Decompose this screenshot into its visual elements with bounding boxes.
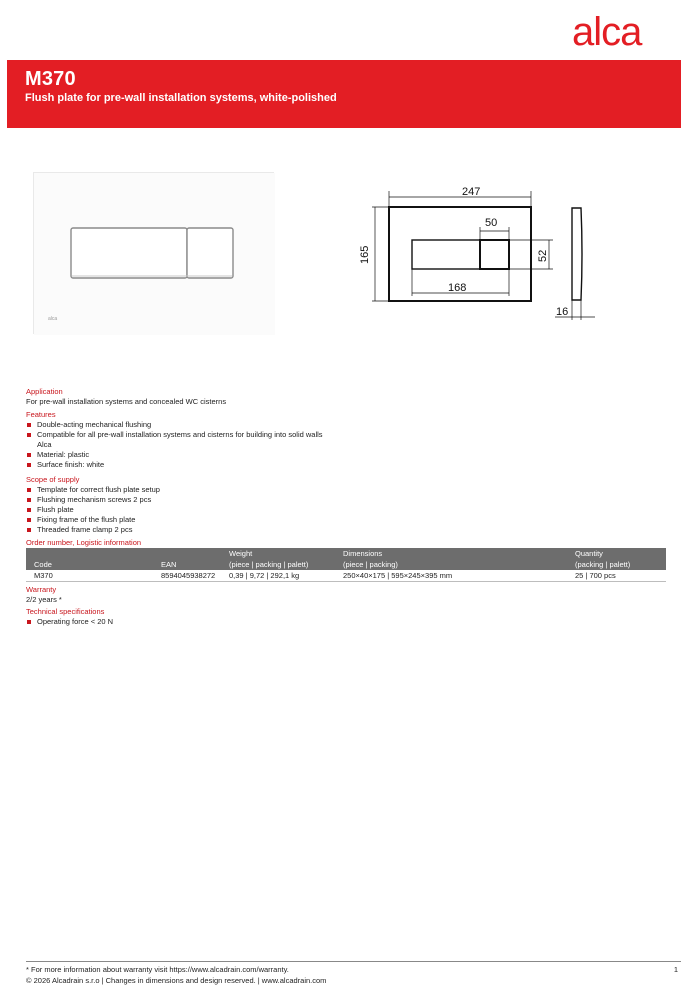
col-ean: EAN (161, 560, 177, 569)
list-item: Flush plate (26, 505, 666, 515)
bullet-icon (27, 498, 31, 502)
dim-small-button: 50 (485, 217, 498, 229)
col-weight: Weight (229, 549, 253, 558)
technical-drawing (350, 172, 610, 322)
product-photo (33, 172, 274, 334)
application-section (26, 387, 666, 407)
dim-button-length: 168 (448, 282, 467, 294)
bullet-icon (27, 423, 31, 427)
footer-copyright: © 2026 Alcadrain s.r.o | Changes in dimensions and design reserved. | www.alcadrain.com (26, 976, 327, 985)
dim-height: 165 (359, 245, 371, 264)
application-heading: Application (26, 387, 63, 396)
header-banner (7, 60, 681, 128)
scope-heading: Scope of supply (26, 475, 80, 484)
col-quantity-sub: (packing | palett) (575, 560, 631, 569)
list-item: Operating force < 20 N (26, 617, 666, 627)
list-item: Threaded frame clamp 2 pcs (26, 525, 666, 535)
bullet-icon (27, 463, 31, 467)
bullet-icon (27, 508, 31, 512)
col-weight-sub: (piece | packing | palett) (229, 560, 309, 569)
warranty-section (26, 585, 666, 605)
product-code: M370 (25, 68, 76, 90)
cell-code: M370 (34, 571, 53, 580)
warranty-heading: Warranty (26, 585, 57, 594)
footer-warranty-note: * For more information about warranty visit https://www.alcadrain.com/warranty. (26, 965, 289, 974)
photo-brand-mark: alca (48, 316, 58, 322)
list-item: Compatible for all pre-wall installation systems and cisterns for building into solid walls Alca (26, 430, 326, 450)
list-item: Fixing frame of the flush plate (26, 515, 666, 525)
scope-section (26, 475, 666, 535)
list-item: Template for correct flush plate setup (26, 485, 666, 495)
logo-text: alca (572, 12, 642, 52)
table-row (26, 570, 666, 582)
bullet-icon (27, 433, 31, 437)
bullet-icon (27, 488, 31, 492)
bullet-icon (27, 518, 31, 522)
features-heading: Features (26, 410, 56, 419)
cell-weight: 0,39 | 9,72 | 292,1 kg (229, 571, 300, 580)
col-quantity: Quantity (575, 549, 603, 558)
order-heading: Order number, Logistic information (26, 538, 142, 547)
list-item: Flushing mechanism screws 2 pcs (26, 495, 666, 505)
product-subtitle: Flush plate for pre-wall installation systems, white-polished (25, 92, 337, 104)
list-item: Double-acting mechanical flushing (26, 420, 326, 430)
page-number: 1 (673, 965, 678, 974)
application-text: For pre-wall installation systems and concealed WC cisterns (26, 397, 227, 406)
col-dimensions: Dimensions (343, 549, 383, 558)
cell-quantity: 25 | 700 pcs (575, 571, 616, 580)
order-table (26, 548, 666, 582)
list-item: Material: plastic (26, 450, 326, 460)
tech-heading: Technical specifications (26, 607, 105, 616)
list-item: Surface finish: white (26, 460, 326, 470)
dim-button-height: 52 (537, 249, 549, 262)
table-header (26, 548, 666, 570)
cell-dimensions: 250×40×175 | 595×245×395 mm (343, 571, 453, 580)
warranty-text: 2/2 years * (26, 595, 62, 604)
brand-logo (572, 12, 680, 52)
small-button-shape (187, 228, 233, 278)
footer-divider (26, 961, 681, 962)
bullet-icon (27, 528, 31, 532)
large-button-shape (71, 228, 187, 278)
cell-ean: 8594045938272 (161, 571, 216, 580)
bullet-icon (27, 620, 31, 624)
features-section (26, 410, 666, 470)
bullet-icon (27, 453, 31, 457)
dim-depth: 16 (556, 306, 569, 318)
tech-section (26, 607, 666, 627)
col-code: Code (34, 560, 52, 569)
col-dimensions-sub: (piece | packing) (343, 560, 398, 569)
dim-width: 247 (462, 186, 481, 198)
